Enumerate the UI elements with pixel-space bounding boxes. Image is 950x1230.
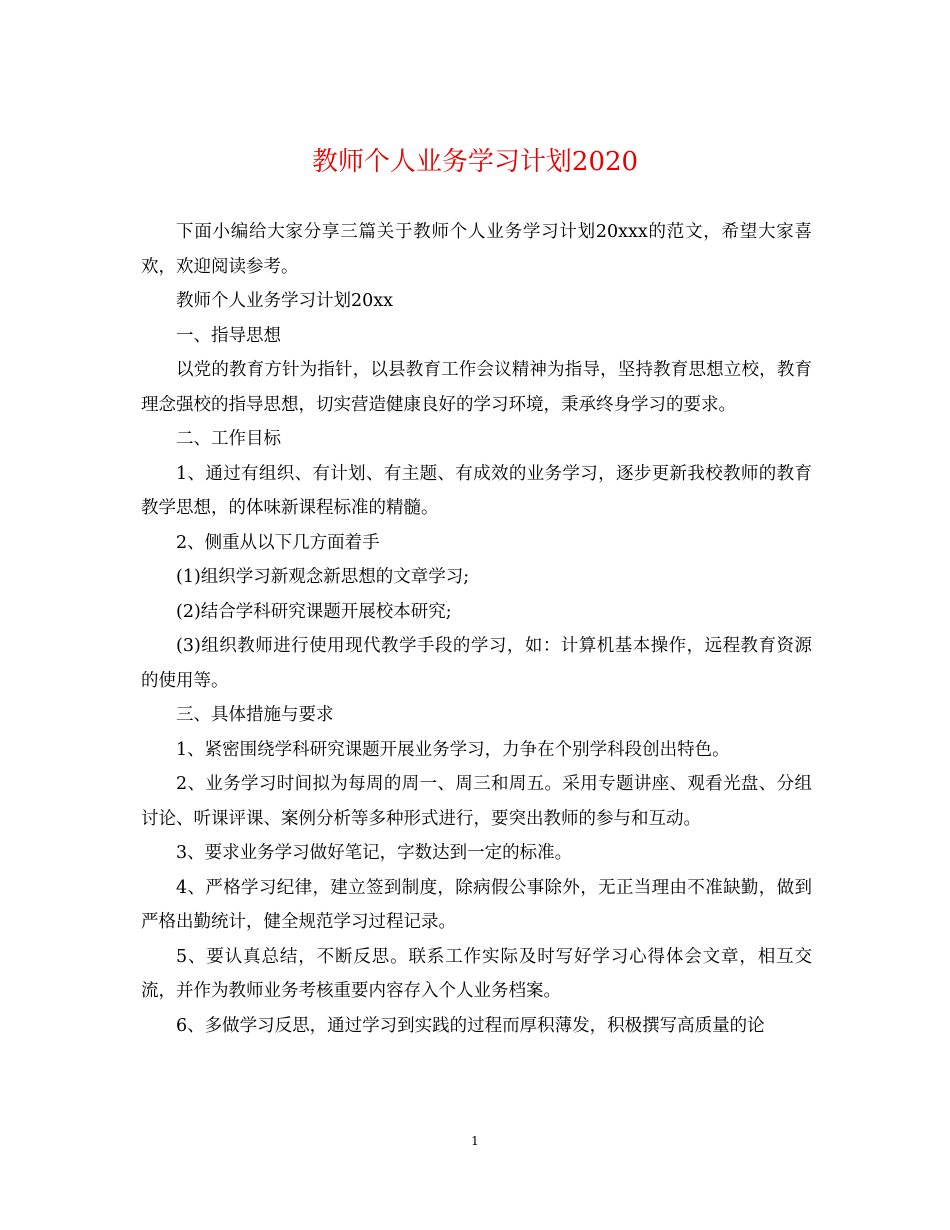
list-item: (3)组织教师进行使用现代教学手段的学习，如：计算机基本操作，远程教育资源的使用等。 [141,636,812,691]
document-title: 教师个人业务学习计划2020 [311,147,639,177]
list-item: (2)结合学科研究课题开展校本研究; [176,601,452,622]
paragraph: 3、要求业务学习做好笔记，字数达到一定的标准。 [176,843,573,863]
paragraph: 2、侧重从以下几方面着手 [176,532,380,553]
section-heading: 三、具体措施与要求 [176,705,334,725]
paragraph: 以党的教育方针为指针，以县教育工作会议精神为指导，坚持教育思想立校，教育理念强校的指导思想，切实营造健康良好的学习环境，秉承终身学习的要求。 [141,360,812,415]
paragraph: 2、业务学习时间拟为每周的周一、周三和周五。采用专题讲座、观看光盘、分组讨论、听课评课、案例分析等多种形式进行，要突出教师的参与和互动。 [141,774,812,829]
document-body [141,215,812,1043]
paragraph: 1、紧密围绕学科研究课题开展业务学习，力争在个别学科段创出特色。 [176,739,730,760]
paragraph: 5、要认真总结，不断反思。联系工作实际及时写好学习心得体会文章，相互交流，并作为教师业务考核重要内容存入个人业务档案。 [141,946,812,1001]
paragraph: 下面小编给大家分享三篇关于教师个人业务学习计划20xxx的范文，希望大家喜欢，欢迎阅读参考。 [141,222,812,277]
section-heading: 二、工作目标 [176,429,281,449]
section-heading: 一、指导思想 [176,325,281,346]
paragraph: 1、通过有组织、有计划、有主题、有成效的业务学习，逐步更新我校教师的教育教学思想，的体味新课程标准的精髓。 [141,463,812,518]
list-item: (1)组织学习新观念新思想的文章学习; [176,567,470,587]
page-number: 1 [471,1134,479,1148]
paragraph: 4、严格学习纪律，建立签到制度，除病假公事除外，无正当理由不准缺勤，做到严格出勤统计，健全规范学习过程记录。 [141,877,812,932]
paragraph: 教师个人业务学习计划20xx [176,291,394,311]
paragraph: 6、多做学习反思，通过学习到实践的过程而厚积薄发，积极撰写高质量的论 [176,1015,765,1036]
